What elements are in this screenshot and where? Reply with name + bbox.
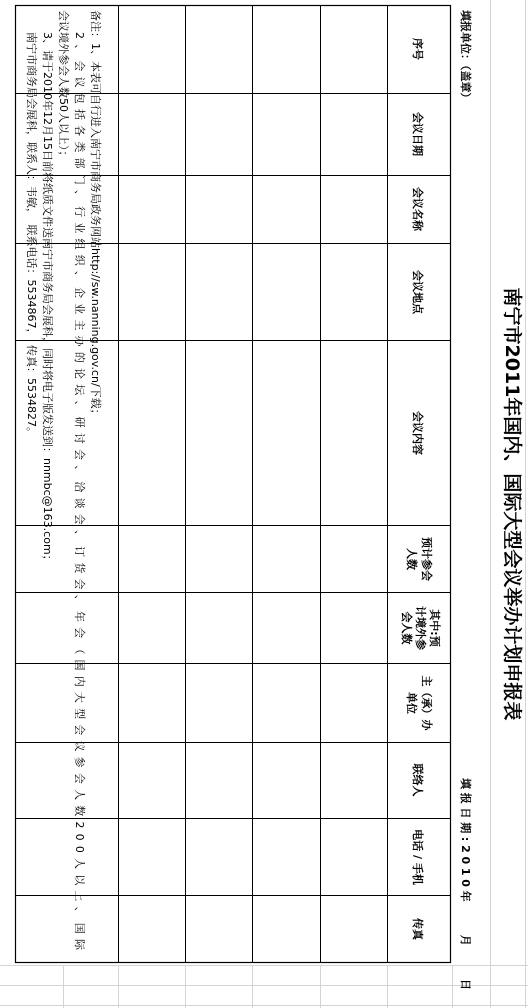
note-line-2: 2、会议包括各类部门、行业组织、企业主办的论坛、研讨会、洽谈会、订货会、年会（国内大型会议参会人数200人以上、国际 bbox=[73, 32, 86, 950]
header-meeting-venue: 会议地点 bbox=[411, 270, 424, 314]
note-line-3: 会议境外参会人数50人以上）； bbox=[57, 10, 70, 162]
note-line-1: 备注：1、本表可自行进入南宁市商务局政务网站http://sw.nanning.gov.cn/下载； bbox=[89, 10, 102, 420]
header-overseas-attendees: 其中:预 bbox=[428, 609, 441, 647]
header-fax: 传真 bbox=[411, 918, 424, 940]
note-line-4: 3、请于2010年12月15日前将纸质文件送南宁市商务局会展科，同时将电子版发送到：nnmbc@163.com； bbox=[41, 32, 54, 566]
header-overseas-attendees-line3: 会人数 bbox=[400, 611, 413, 645]
note-line-5: 南宁市商务局会展科，联系人：韦敏， 联系电话：5534867， 传真：5534827。 bbox=[25, 32, 38, 438]
header-expected-attendees: 预计参会 bbox=[420, 537, 433, 581]
header-phone-mobile: 电话 / 手机 bbox=[411, 829, 424, 885]
header-overseas-attendees-line2: 计境外参 bbox=[414, 606, 427, 650]
header-meeting-content: 会议内容 bbox=[411, 411, 424, 455]
header-organizer-line2: 单位 bbox=[405, 692, 418, 714]
header-organizer: 主（承）办 bbox=[420, 675, 433, 731]
rotated-content bbox=[25, 10, 524, 990]
header-expected-attendees-line2: 人数 bbox=[405, 548, 418, 570]
form-title: 南宁市2011年国内、国际大型会议举办计划申报表 bbox=[501, 287, 523, 721]
header-meeting-name: 会议名称 bbox=[411, 187, 424, 231]
reporting-unit-label: 填报单位：（盖章） bbox=[459, 10, 472, 104]
header-serial-no: 序号 bbox=[411, 38, 424, 60]
reporting-date-label: 填报日期:2010年 月 日 bbox=[459, 778, 472, 990]
header-contact-person: 联络人 bbox=[411, 763, 424, 797]
header-meeting-date: 会议日期 bbox=[411, 112, 424, 156]
